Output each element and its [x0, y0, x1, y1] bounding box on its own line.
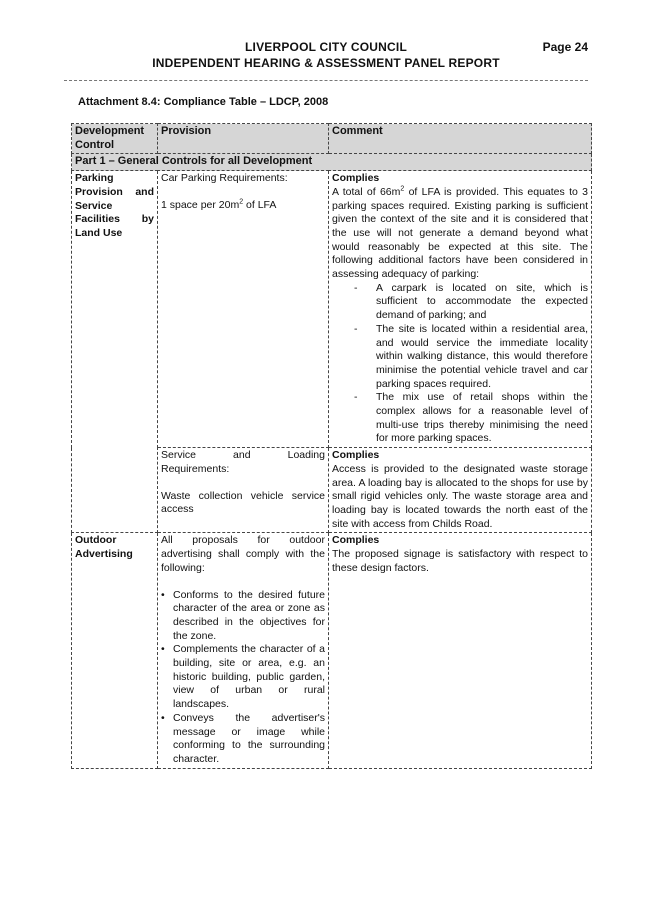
provision-service-title: Service and Loading Requirements: [161, 449, 325, 475]
provision-advertising-intro: All proposals for outdoor advertising shall comply with the following: [161, 534, 325, 574]
list-item: • Conveys the advertiser's message or image while conforming to the surrounding character. [161, 711, 325, 765]
provision-parking-title: Car Parking Requirements: [161, 172, 288, 185]
comment-parking [329, 171, 592, 448]
comment-advertising [329, 533, 592, 768]
report-title: INDEPENDENT HEARING & ASSESSMENT PANEL REPORT [152, 56, 500, 70]
part-heading: Part 1 – General Controls for all Development [72, 154, 592, 171]
page-number: Page 24 [542, 40, 588, 54]
provision-parking-rate: 1 space per $20m^2$ of LFA [161, 198, 277, 211]
provision-advertising [158, 533, 329, 768]
control-advertising: Outdoor Advertising [72, 533, 158, 768]
report-header [64, 38, 588, 82]
comment-status: Complies [332, 172, 380, 185]
header-provision: Provision [158, 124, 329, 154]
comment-service [329, 448, 592, 533]
comment-status: Complies [332, 534, 380, 547]
comment-status: Complies [332, 449, 380, 462]
parking-factors-list [332, 282, 588, 446]
header-comment: Comment [329, 124, 592, 154]
part-row [72, 154, 592, 171]
list-item: - The site is located within a residential area, and would service the immediate locality within walking distance, this would therefore minimise the potential vehicle travel and car parking spaces required. [354, 322, 588, 390]
provision-service [158, 448, 329, 533]
attachment-title: Attachment 8.4: Compliance Table – LDCP, 2008 [78, 96, 329, 108]
compliance-table [71, 123, 592, 769]
comment-parking-text: A total of $66m^2$ of LFA is provided. This equates to 3 parking spaces required. Existing parking is sufficient given the context of the site and it is considered that the use will not generate a demand beyond what would reasonably be expected at this site. The following additional factors have been considered in assessing adequacy of parking: [332, 185, 588, 281]
header-development-control: Development Control [72, 124, 158, 154]
control-parking: Parking Provision and Service Facilities by Land Use [72, 171, 158, 533]
list-item: • Complements the character of a building, site or area, e.g. an historic building, public garden, view of urban or rural landscapes. [161, 643, 325, 711]
comment-advertising-text: The proposed signage is satisfactory with respect to these design factors. [332, 548, 588, 574]
provision-parking [158, 171, 329, 448]
council-name: LIVERPOOL CITY COUNCIL [245, 40, 407, 54]
table-header-row [72, 124, 592, 154]
list-item: - A carpark is located on site, which is sufficient to accommodate the expected demand of parking; and [354, 281, 588, 322]
table-row [72, 171, 592, 448]
table-row [72, 533, 592, 768]
provision-service-text: Waste collection vehicle service access [161, 489, 325, 516]
header-divider [64, 80, 588, 81]
advertising-criteria-list [161, 589, 325, 767]
comment-service-text: Access is provided to the designated waste storage area. A loading bay is allocated to the shops for use by small rigid vehicles only. The waste storage area and loading bay is located towards the north east of the site with access from Childs Road. [332, 462, 588, 530]
list-item: • Conforms to the desired future character of the area or zone as described in the objectives for the zone. [161, 588, 325, 642]
list-item: - The mix use of retail shops within the complex allows for a reasonable level of multi-use trips thereby minimising the need for more parking spaces. [354, 391, 588, 445]
